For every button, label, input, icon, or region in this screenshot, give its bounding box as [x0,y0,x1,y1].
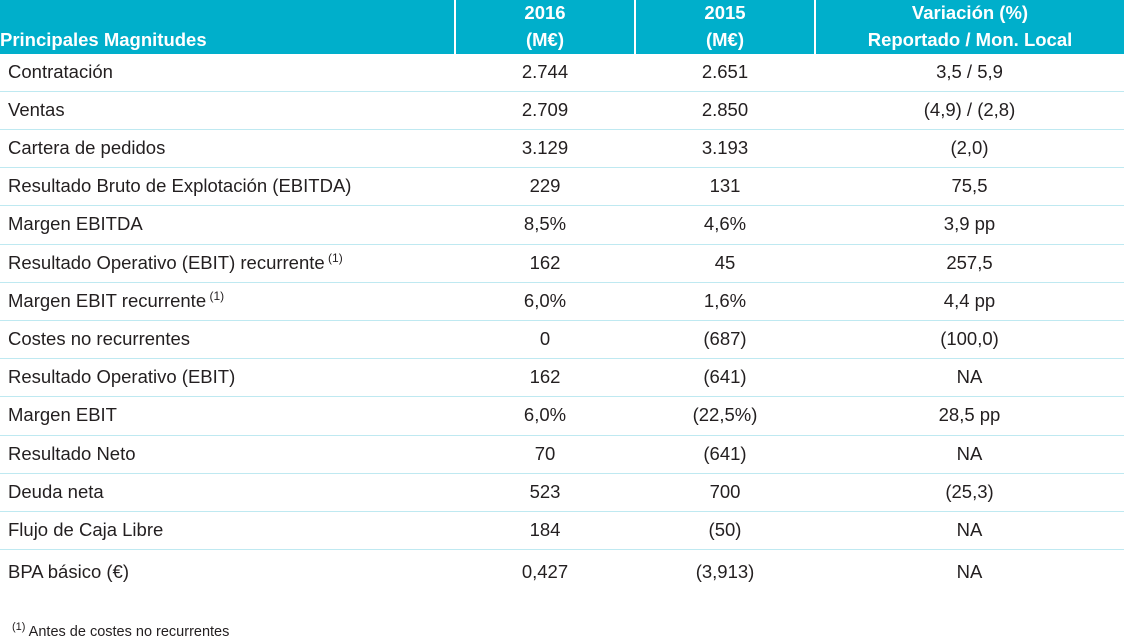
table-body [0,54,1124,595]
column-header-magnitudes [0,0,455,54]
table-row [0,435,1124,473]
cell-variation: NA [815,511,1124,549]
cell-2015: 45 [635,244,815,282]
cell-variation: 4,4 pp [815,282,1124,320]
cell-variation: 28,5 pp [815,397,1124,435]
cell-2015: (641) [635,359,815,397]
column-header-2015-year: 2015 [704,2,746,23]
table-row [0,206,1124,244]
row-label: Resultado Bruto de Explotación (EBITDA) [0,168,455,206]
table-row [0,54,1124,92]
cell-2016: 162 [455,244,635,282]
cell-2016: 6,0% [455,397,635,435]
cell-2015: 4,6% [635,206,815,244]
table-row [0,282,1124,320]
row-label: Contratación [0,54,455,92]
column-header-variation-subtitle: Reportado / Mon. Local [867,28,1073,50]
cell-2016: 184 [455,511,635,549]
cell-2015: 131 [635,168,815,206]
column-header-2016-year: 2016 [524,2,566,23]
row-label: Margen EBIT [0,397,455,435]
cell-2016: 2.709 [455,91,635,129]
table-header [0,0,1124,54]
table-header-row [0,0,1124,54]
cell-2015: (50) [635,511,815,549]
table-row [0,550,1124,595]
column-header-2015 [635,0,815,54]
row-label: Resultado Operativo (EBIT) recurrente $^{(1)}$ [0,244,455,282]
table-row [0,397,1124,435]
cell-2015: (3,913) [635,550,815,595]
cell-2015: (641) [635,435,815,473]
footnote [0,621,1130,640]
table-row [0,320,1124,358]
cell-2015: 3.193 [635,130,815,168]
footnote-marker: (1) [12,621,26,634]
cell-variation: NA [815,435,1124,473]
column-header-variation [815,0,1124,54]
cell-variation: NA [815,359,1124,397]
cell-2016: 6,0% [455,282,635,320]
row-footnote-marker: (1) [324,250,343,265]
cell-variation: NA [815,550,1124,595]
cell-variation: (100,0) [815,320,1124,358]
row-footnote-marker: (1) [206,288,225,303]
cell-2016: 523 [455,473,635,511]
row-label: Flujo de Caja Libre [0,511,455,549]
cell-2016: 0 [455,320,635,358]
row-label: Margen EBITDA [0,206,455,244]
cell-2016: 162 [455,359,635,397]
row-label: Costes no recurrentes [0,320,455,358]
row-label: Resultado Operativo (EBIT) [0,359,455,397]
cell-2015: 2.651 [635,54,815,92]
cell-2015: 1,6% [635,282,815,320]
cell-variation: (4,9) / (2,8) [815,91,1124,129]
cell-variation: 257,5 [815,244,1124,282]
table-row [0,473,1124,511]
cell-variation: 3,5 / 5,9 [815,54,1124,92]
column-header-2016-unit: (M€) [525,28,565,50]
row-label: Margen EBIT recurrente $^{(1)}$ [0,282,455,320]
cell-2016: 8,5% [455,206,635,244]
cell-2016: 229 [455,168,635,206]
table-row [0,91,1124,129]
table-row [0,168,1124,206]
table-row [0,359,1124,397]
cell-2015: (22,5%) [635,397,815,435]
cell-2016: 0,427 [455,550,635,595]
column-header-2015-unit: (M€) [705,28,745,50]
row-label: Cartera de pedidos [0,130,455,168]
cell-2016: 3.129 [455,130,635,168]
cell-variation: 75,5 [815,168,1124,206]
table-row [0,244,1124,282]
cell-2016: 2.744 [455,54,635,92]
row-label: Resultado Neto [0,435,455,473]
column-header-2016 [455,0,635,54]
row-label: BPA básico (€) [0,550,455,595]
table-row [0,130,1124,168]
cell-2015: (687) [635,320,815,358]
cell-variation: 3,9 pp [815,206,1124,244]
cell-2016: 70 [455,435,635,473]
cell-variation: (25,3) [815,473,1124,511]
row-label: Ventas [0,91,455,129]
column-header-variation-title: Variación (%) [911,2,1029,23]
row-label: Deuda neta [0,473,455,511]
cell-2015: 700 [635,473,815,511]
table-row [0,511,1124,549]
cell-2015: 2.850 [635,91,815,129]
column-header-magnitudes-label: Principales Magnitudes [0,28,207,50]
cell-variation: (2,0) [815,130,1124,168]
footnote-text: Antes de costes no recurrentes [25,624,230,640]
